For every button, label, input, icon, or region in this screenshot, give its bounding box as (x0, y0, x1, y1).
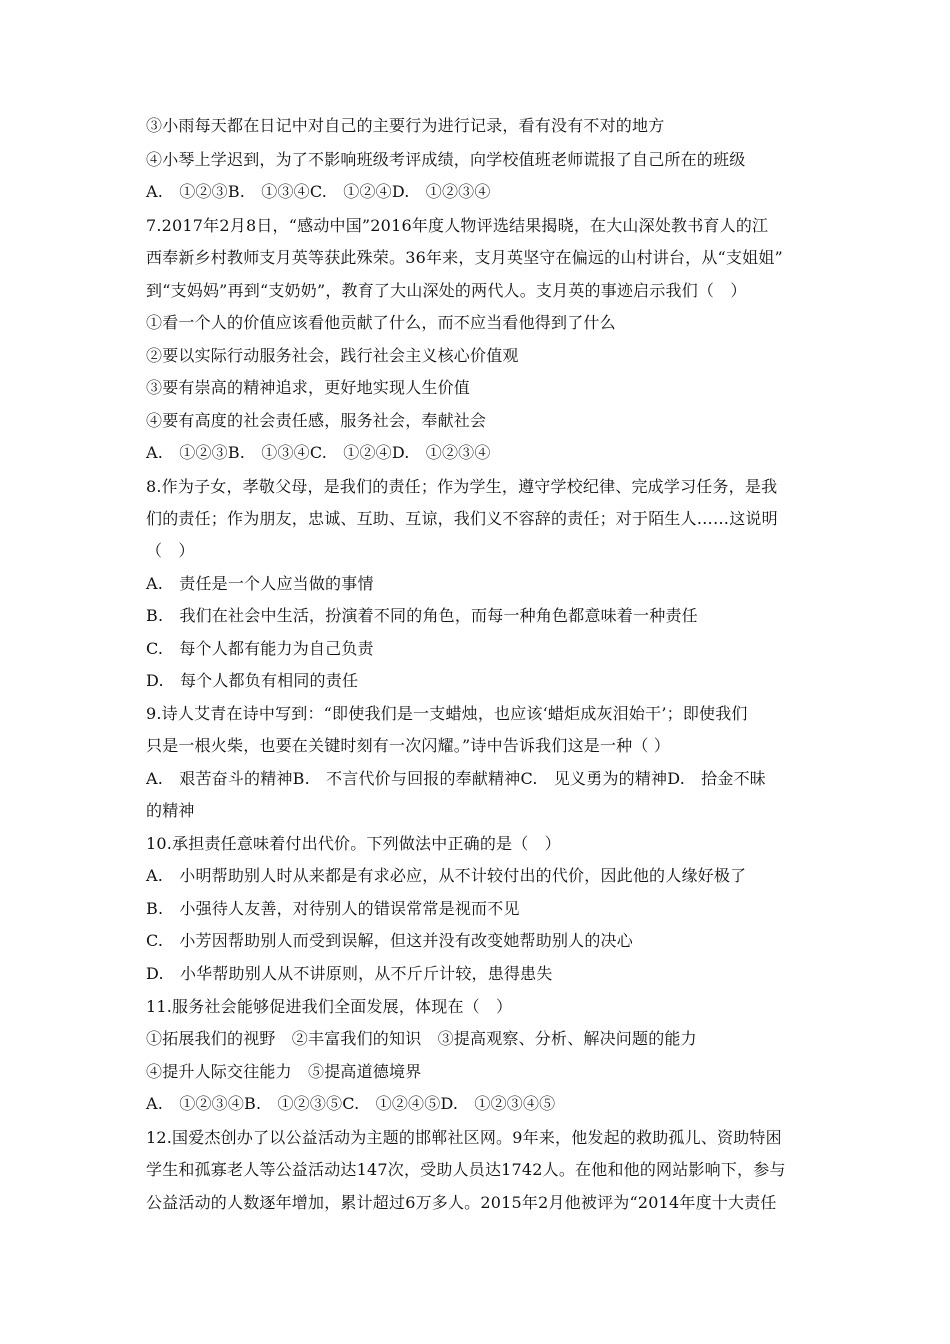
answer-options: A. ①②③B. ①③④C. ①②④D. ①②③④ (146, 182, 491, 201)
text-line: 只是一根火柴，也要在关键时刻有一次闪耀。”诗中告诉我们这是一种（ ） (146, 736, 671, 755)
question-10: 10.承担责任意味着付出代价。下列做法中正确的是（ ） (146, 834, 561, 853)
text-line: ③要有崇高的精神追求，更好地实现人生价值 (146, 378, 471, 397)
text-line: ④提升人际交往能力 ⑤提高道德境界 (146, 1062, 422, 1081)
text-line: ④要有高度的社会责任感，服务社会，奉献社会 (146, 411, 487, 430)
question-11: 11.服务社会能够促进我们全面发展，体现在（ ） (146, 997, 513, 1016)
text-line: ①看一个人的价值应该看他贡献了什么，而不应当看他得到了什么 (146, 313, 616, 332)
answer-options: A. ①②③④B. ①②③⑤C. ①②④⑤D. ①②③④⑤ (146, 1094, 556, 1113)
text-line: ④小琴上学迟到，为了不影响班级考评成绩，向学校值班老师谎报了自己所在的班级 (146, 150, 746, 169)
option-c: C. 小芳因帮助别人而受到误解，但这并没有改变她帮助别人的决心 (146, 931, 633, 950)
question-7: 7.2017年2月8日，“感动中国”2016年度人物评选结果揭晓，在大山深处教书育人的江 (146, 216, 769, 235)
option-d: D. 小华帮助别人从不讲原则，从不斤斤计较，患得患失 (146, 964, 553, 983)
text-line: 公益活动的人数逐年增加，累计超过6万多人。2015年2月他被评为“2014年度十大责任 (146, 1193, 777, 1212)
answer-options: A. ①②③B. ①③④C. ①②④D. ①②③④ (146, 443, 491, 462)
text-line: 们的责任；作为朋友，忠诚、互助、互谅，我们义不容辞的责任；对于陌生人……这说明 (146, 509, 778, 528)
text-line: ①拓展我们的视野 ②丰富我们的知识 ③提高观察、分析、解决问题的能力 (146, 1029, 697, 1048)
text-line: （ ） (146, 541, 195, 560)
text-line: 学生和孤寡老人等公益活动达147次，受助人员达1742人。在他和他的网站影响下，参与 (146, 1160, 786, 1179)
option-a: A. 小明帮助别人时从来都是有求必应，从不计较付出的代价，因此他的人缘好极了 (146, 866, 747, 885)
question-9: 9.诗人艾青在诗中写到：“即使我们是一支蜡烛，也应该‘蜡炬成灰泪始干’；即使我们 (146, 704, 748, 723)
text-line: 西奉新乡村教师支月英等获此殊荣。36年来，支月英坚守在偏远的山村讲台，从“支姐姐” (146, 248, 783, 267)
text-line: ③小雨每天都在日记中对自己的主要行为进行记录，看有没有不对的地方 (146, 116, 665, 135)
text-line: 的精神 (146, 801, 195, 820)
option-d: D. 每个人都负有相同的责任 (146, 671, 359, 690)
text-line: 到“支妈妈”再到“支奶奶”，教育了大山深处的两代人。支月英的事迹启示我们（ ） (146, 281, 747, 300)
answer-options: A. 艰苦奋斗的精神B. 不言代价与回报的奉献精神C. 见义勇为的精神D. 拾金不昧 (146, 769, 766, 788)
option-b: B. 我们在社会中生活，扮演着不同的角色，而每一种角色都意味着一种责任 (146, 606, 698, 625)
option-a: A. 责任是一个人应当做的事情 (146, 574, 374, 593)
text-line: ②要以实际行动服务社会，践行社会主义核心价值观 (146, 346, 519, 365)
option-b: B. 小强待人友善，对待别人的错误常常是视而不见 (146, 899, 520, 918)
question-8: 8.作为子女，孝敬父母，是我们的责任；作为学生，遵守学校纪律、完成学习任务，是我 (146, 477, 778, 496)
option-c: C. 每个人都有能力为自己负责 (146, 639, 374, 658)
question-12: 12.国爱杰创办了以公益活动为主题的邯郸社区网。9年来，他发起的救助孤儿、资助特困 (146, 1128, 782, 1147)
